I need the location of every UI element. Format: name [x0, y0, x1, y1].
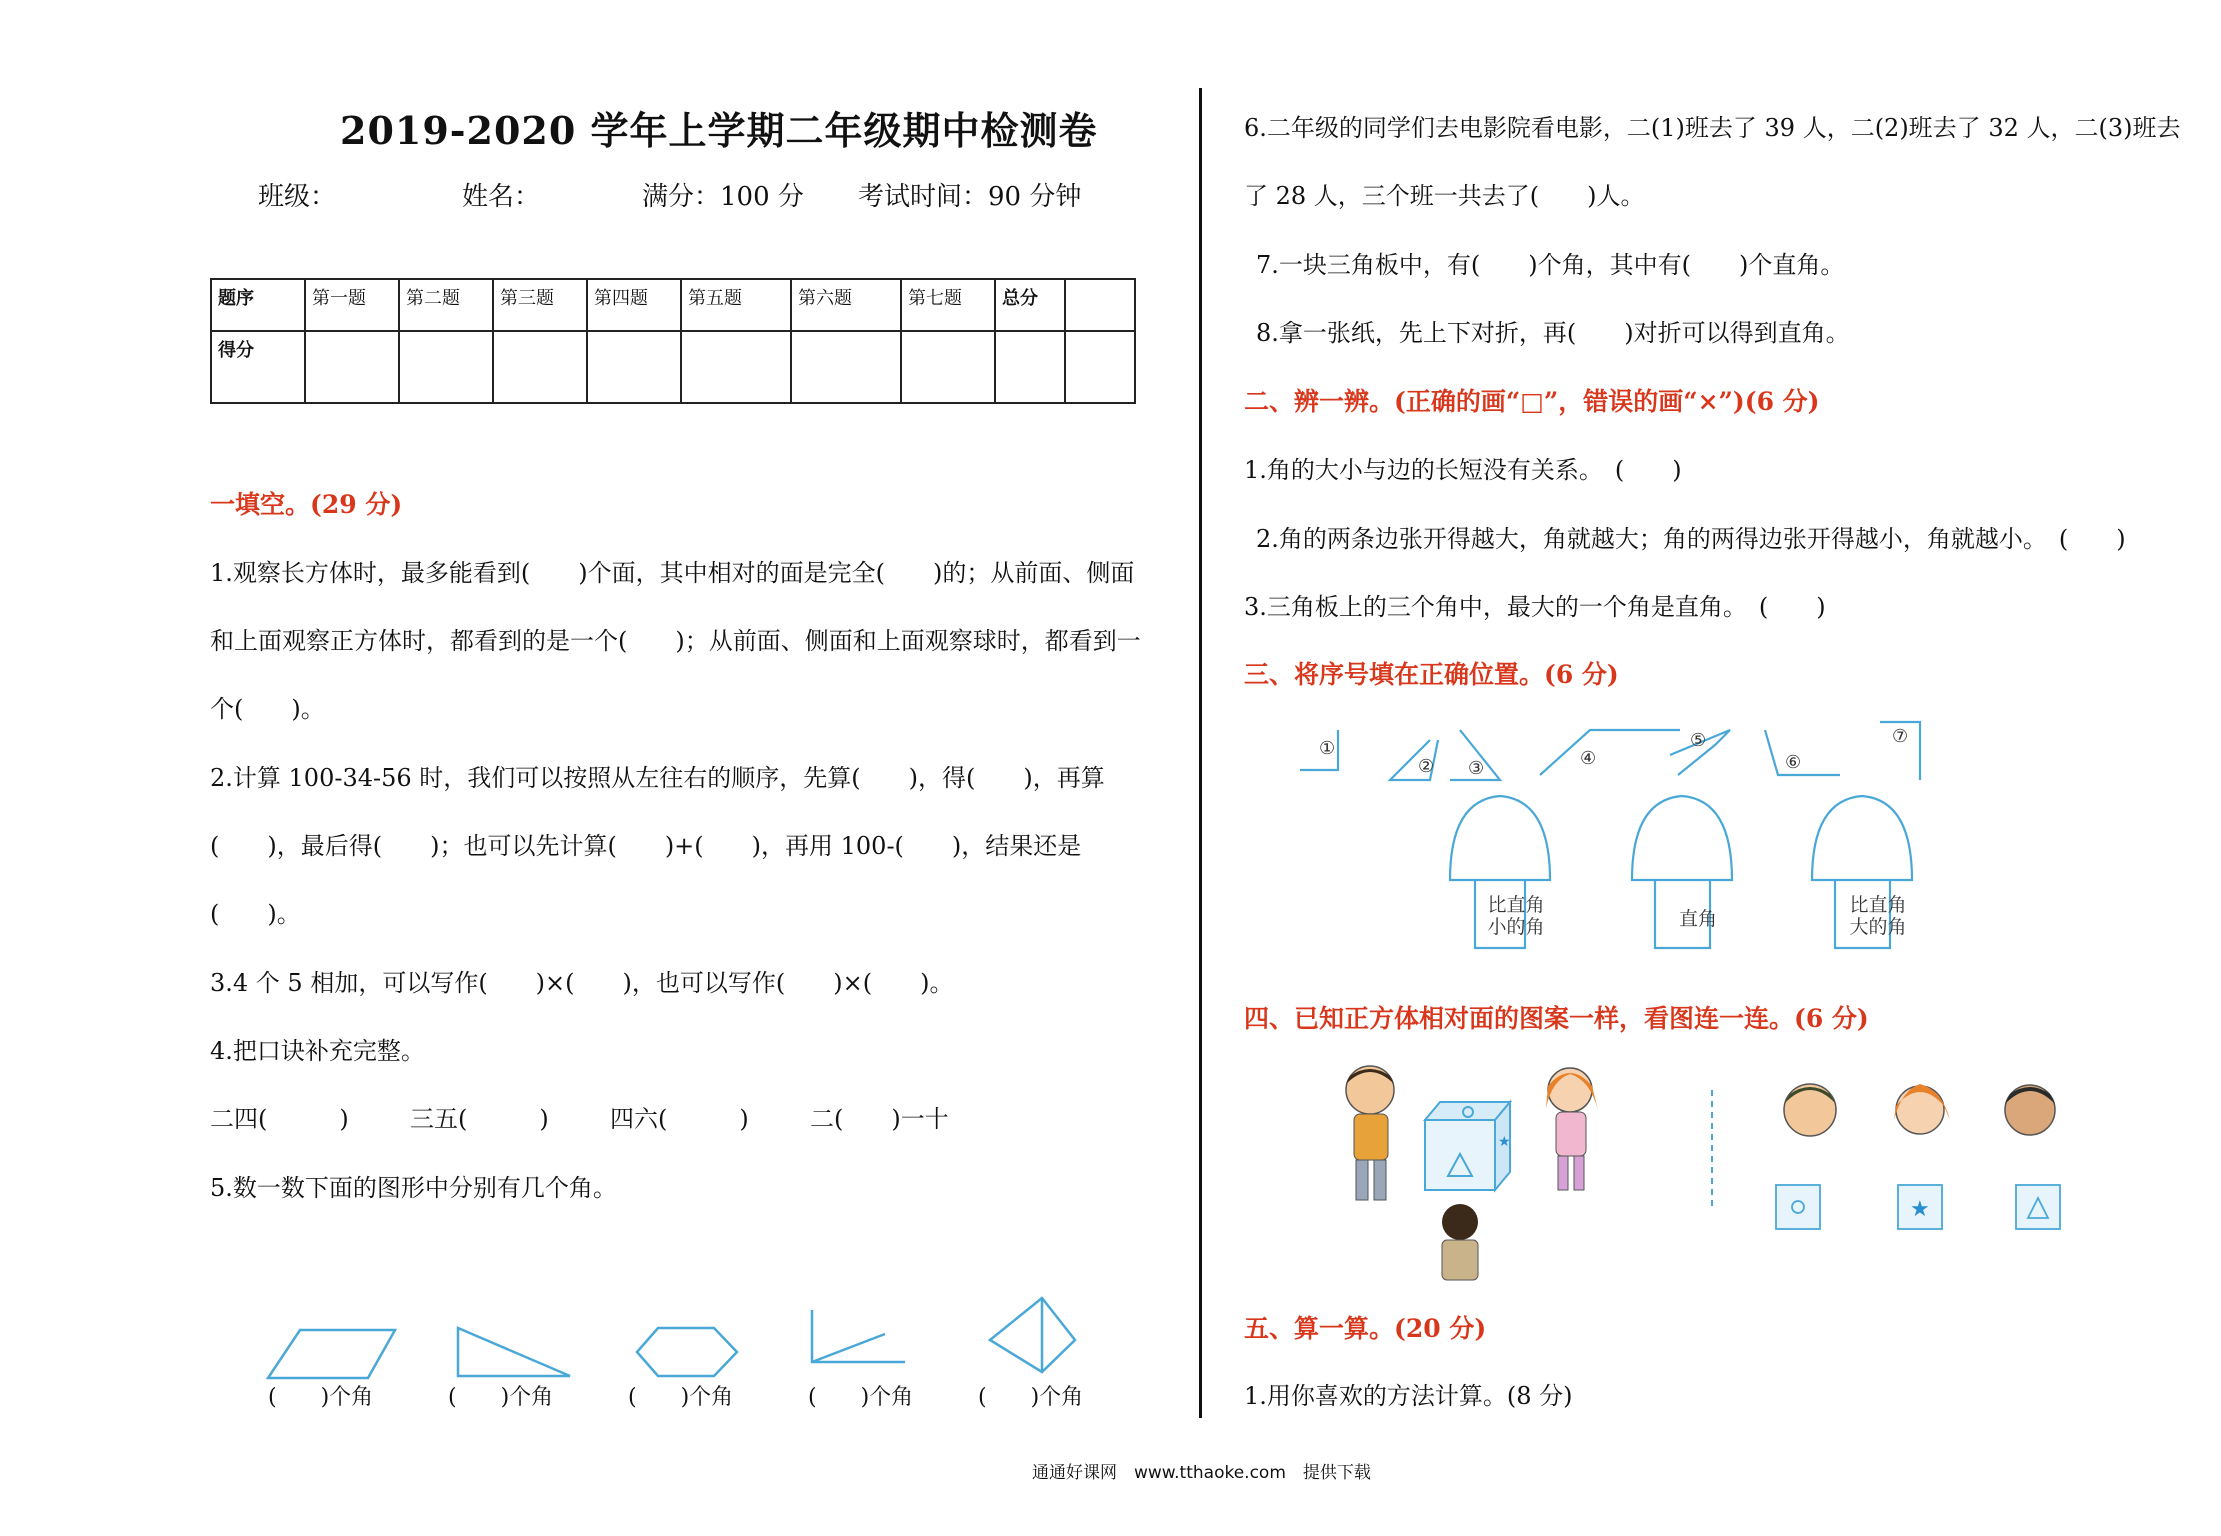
q4-item: 二( )一十	[810, 1105, 949, 1133]
right-triangle-shape	[458, 1328, 570, 1376]
score-header-cell: 第三题	[493, 279, 587, 331]
triangle-face-box	[2016, 1185, 2060, 1229]
hexagon-shape	[637, 1328, 737, 1376]
mushroom-label-line: 比直角	[1849, 894, 1907, 916]
face-boy	[1784, 1084, 1836, 1136]
boy-figure-left	[1346, 1066, 1394, 1200]
circle-face-box	[1776, 1185, 1820, 1229]
mushroom-label-right: 直角	[1678, 908, 1717, 930]
angle-6	[1765, 730, 1840, 775]
angle-num: ①	[1319, 738, 1336, 759]
q4-line: 4.把口诀补充完整。	[210, 1037, 425, 1065]
section-5-heading: 五、算一算。(20 分)	[1244, 1314, 1487, 1343]
angle-num: ③	[1468, 758, 1485, 779]
shape-answer: ( )个角	[448, 1385, 554, 1410]
score-header-cell: 第五题	[681, 279, 791, 331]
mushroom-label-line: 大的角	[1849, 916, 1907, 938]
q5-line: 5.数一数下面的图形中分别有几个角。	[210, 1174, 617, 1202]
angle-num: ⑤	[1690, 730, 1707, 751]
judge-2: 2.角的两条边张开得越大，角就越大；角的两得边张开得越小，角就越小。 ( )	[1256, 525, 2126, 553]
score-row-label: 得分	[211, 331, 305, 403]
footer-text: 通通好课网 www.tthaoke.com 提供下载	[1032, 1463, 1371, 1483]
angle-4	[1540, 730, 1680, 775]
q3-line: 3.4 个 5 相加，可以写作( )×( )，也可以写作( )×( )。	[210, 969, 954, 997]
q1-line-c: 个( )。	[210, 695, 325, 723]
judge-3: 3.三角板上的三个角中，最大的一个角是直角。 ( )	[1244, 593, 1826, 621]
judge-1: 1.角的大小与边的长短没有关系。 ( )	[1244, 456, 1682, 484]
q5-shapes	[0, 0, 1190, 1420]
q6-line-a: 6.二年级的同学们去电影院看电影，二(1)班去了 39 人，二(2)班去了 32 人，二(3)班去	[1244, 114, 2181, 142]
angle-num: ⑦	[1892, 726, 1909, 747]
section-1-heading: 一填空。(29 分)	[210, 490, 403, 519]
q2-line-a: 2.计算 100-34-56 时，我们可以按照从左往右的顺序，先算( )，得( )，再算	[210, 764, 1105, 792]
q4-item: 三五( )	[410, 1105, 549, 1133]
shape-answer: ( )个角	[628, 1385, 734, 1410]
calc-1: 1.用你喜欢的方法计算。(8 分)	[1244, 1382, 1573, 1410]
full-score: 满分：100 分	[642, 182, 804, 212]
boy-figure-back	[1442, 1204, 1478, 1280]
angle-num: ⑥	[1785, 752, 1802, 773]
shape-answer: ( )个角	[268, 1385, 374, 1410]
parallelogram-shape	[268, 1330, 395, 1378]
q8-line: 8.拿一张纸，先上下对折，再( )对折可以得到直角。	[1256, 319, 1850, 347]
score-header-cell: 总分	[995, 279, 1065, 331]
class-label: 班级：	[258, 182, 337, 212]
score-header-cell: 题序	[211, 279, 305, 331]
q2-line-c: ( )。	[210, 900, 301, 928]
exam-time: 考试时间：90 分钟	[858, 182, 1082, 212]
cube-illustration	[1320, 1050, 2200, 1290]
angle-shape	[812, 1334, 885, 1362]
section-3-heading: 三、将序号填在正确位置。(6 分)	[1244, 660, 1619, 689]
score-header-cell: 第七题	[901, 279, 995, 331]
section-2-heading: 二、辨一辨。(正确的画“□”，错误的画“×”)(6 分)	[1244, 387, 1820, 416]
q2-line-b: ( )，最后得( )；也可以先计算( )+( )，再用 100-( )，结果还是	[210, 832, 1082, 860]
face-boy-2	[2005, 1085, 2055, 1135]
score-header-cell: 第一题	[305, 279, 399, 331]
shape-answer: ( )个角	[808, 1385, 914, 1410]
svg-text:★: ★	[1910, 1197, 1930, 1222]
q1-line-a: 1.观察长方体时，最多能看到( )个面，其中相对的面是完全( )的；从前面、侧面	[210, 559, 1135, 587]
shape-answer: ( )个角	[978, 1385, 1084, 1410]
mushroom-label-line: 比直角	[1487, 894, 1545, 916]
q4-item: 四六( )	[610, 1105, 749, 1133]
score-header-cell: 第六题	[791, 279, 901, 331]
q4-item: 二四( )	[210, 1105, 349, 1133]
cube	[1425, 1102, 1511, 1190]
page-title: 2019-2020 学年上学期二年级期中检测卷	[340, 108, 1098, 153]
score-header-cell: 第四题	[587, 279, 681, 331]
angle-num: ②	[1418, 756, 1435, 777]
girl-figure	[1546, 1068, 1598, 1190]
mushroom-label-smaller	[1476, 894, 1556, 938]
section-4-heading: 四、已知正方体相对面的图案一样，看图连一连。(6 分)	[1244, 1004, 1869, 1033]
q7-line: 7.一块三角板中，有( )个角，其中有( )个直角。	[1256, 251, 1845, 279]
name-label: 姓名：	[462, 182, 541, 212]
face-girl	[1894, 1084, 1950, 1134]
angle-shape	[812, 1310, 905, 1362]
kite-shape	[990, 1298, 1075, 1372]
angle-num: ④	[1580, 748, 1597, 769]
q1-line-b: 和上面观察正方体时，都看到的是一个( )；从前面、侧面和上面观察球时，都看到一	[210, 627, 1141, 655]
svg-text:★: ★	[1498, 1134, 1511, 1150]
score-header-cell: 第二题	[399, 279, 493, 331]
mushroom-label-line: 小的角	[1487, 916, 1545, 938]
mushroom-label-larger	[1838, 894, 1918, 938]
q6-line-b: 了 28 人，三个班一共去了( )人。	[1244, 182, 1645, 210]
